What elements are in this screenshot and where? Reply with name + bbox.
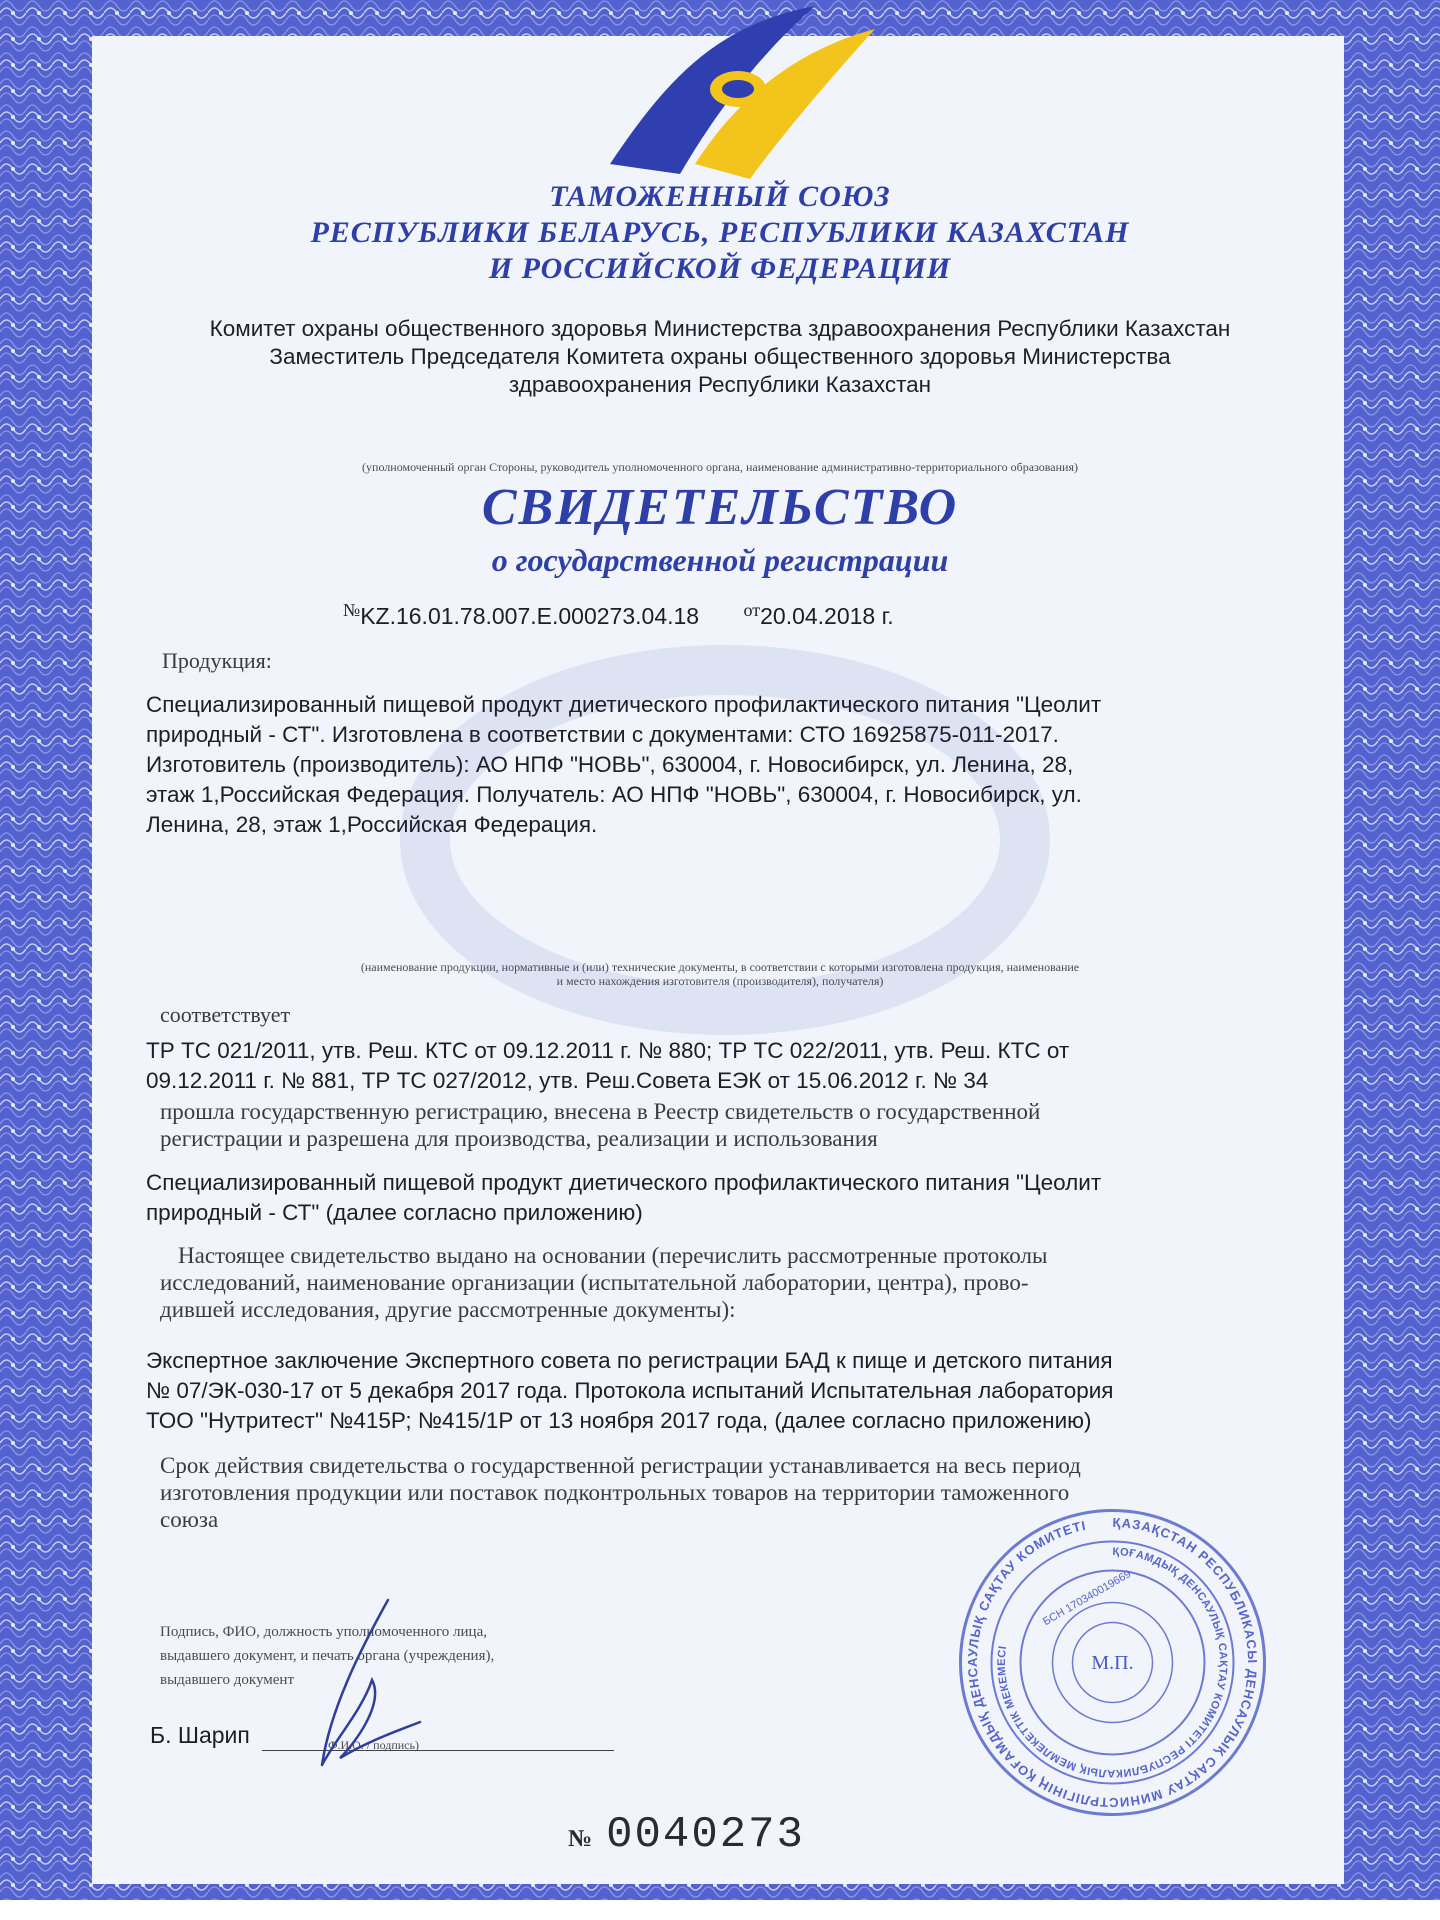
product-caption-line: и место нахождения изготовителя (производителя), получателя): [556, 974, 884, 988]
date-label: от: [743, 600, 761, 620]
product-line: природный - СТ". Изготовлена в соответствии с документами: СТО 16925875-011-2017.: [146, 722, 1059, 747]
validity-line: Срок действия свидетельства о государственной регистрации устанавливается на весь период: [160, 1453, 1081, 1478]
statement-line: прошла государственную регистрацию, внесена в Реестр свидетельств о государственной: [160, 1099, 1041, 1124]
official-seal: [955, 1505, 1270, 1820]
conformity-standards: [146, 1036, 1306, 1096]
basis-documents: [146, 1346, 1316, 1436]
handwritten-signature: [300, 1590, 440, 1790]
registration-line: [343, 600, 894, 630]
basis-intro-line: дившей исследования, другие рассмотренные документы):: [160, 1297, 736, 1322]
authority-line-2: Заместитель Председателя Комитета охраны общественного здоровья Министерства: [269, 344, 1171, 369]
basis-line: ТОО "Нутритест" №415Р; №415/1Р от 13 ноября 2017 года, (далее согласно приложению): [146, 1408, 1092, 1433]
signature-caption-line: Подпись, ФИО, должность уполномоченного лица,: [160, 1624, 487, 1640]
product-line: Изготовитель (производитель): АО НПФ "НОВЬ", 630004, г. Новосибирск, ул. Ленина, 28,: [146, 752, 1074, 777]
union-title-line-2: РЕСПУБЛИКИ БЕЛАРУСЬ, РЕСПУБЛИКИ КАЗАХСТАН: [310, 216, 1130, 249]
basis-line: № 07/ЭК-030-17 от 5 декабря 2017 года. Протокола испытаний Испытательная лаборатория: [146, 1378, 1114, 1403]
basis-line: Экспертное заключение Экспертного совета по регистрации БАД к пище и детского питания: [146, 1348, 1113, 1373]
number-sign: №: [343, 600, 361, 620]
authority-line-3: здравоохранения Республики Казахстан: [508, 372, 932, 397]
serial-no-value: 0040273: [606, 1810, 805, 1860]
standard-line: 09.12.2011 г. № 881, ТР ТС 027/2012, утв. Реш.Совета ЕЭК от 15.06.2012 г. № 34: [146, 1068, 989, 1093]
serial-number: [568, 1810, 805, 1860]
seal-mp-label: М.П.: [1091, 1652, 1134, 1674]
signature-caption-line: выдавшего документ: [160, 1672, 295, 1688]
customs-union-logo: [600, 4, 880, 184]
authority-caption: (уполномоченный орган Стороны, руководитель уполномоченного органа, наименование административно-территориального образования): [362, 460, 1078, 474]
product-line: Ленина, 28, этаж 1,Российская Федерация.: [146, 812, 598, 837]
basis-intro-line: Настоящее свидетельство выдано на основании (перечислить рассмотренные протоколы: [178, 1243, 1048, 1268]
product-line: этаж 1,Российская Федерация. Получатель: АО НПФ "НОВЬ", 630004, г. Новосибирск, ул.: [146, 782, 1082, 807]
registration-number: KZ.16.01.78.007.E.000273.04.18: [360, 603, 700, 629]
validity-line: союза: [160, 1507, 219, 1532]
basis-intro: [160, 1242, 1320, 1323]
product-description: [146, 690, 1306, 840]
seal-ring-inner-text: ҚОҒАМДЫҚ ДЕНСАУЛЫҚ САҚТАУ КОМИТЕТІ РЕСПУБЛИКАЛЫҚ МЕМЛЕКЕТТІК МЕКЕМЕСІ: [995, 1545, 1229, 1780]
standard-line: ТР ТС 021/2011, утв. Реш. КТС от 09.12.2011 г. № 880; ТР ТС 022/2011, утв. Реш. КТС от: [146, 1038, 1070, 1063]
validity-line: изготовления продукции или поставок подконтрольных товаров на территории таможенного: [160, 1480, 1070, 1505]
union-title-line-1: ТАМОЖЕННЫЙ СОЮЗ: [549, 180, 891, 213]
conformity-label: соответствует: [160, 1002, 291, 1027]
basis-intro-line: исследований, наименование организации (испытательной лаборатории, центра), прово-: [160, 1270, 1029, 1295]
signer-name: Б. Шарип: [150, 1722, 250, 1748]
product-repeat-line: природный - СТ" (далее согласно приложению): [146, 1200, 643, 1225]
seal-ring-outer-text: ҚАЗАҚСТАН РЕСПУБЛИКАСЫ ДЕНСАУЛЫҚ САҚТАУ МИНИСТРЛІГІНІҢ ҚОҒАМДЫҚ ДЕНСАУЛЫҚ САҚТАУ КОМИТЕТІ: [964, 1514, 1261, 1811]
serial-no-sign: №: [568, 1826, 593, 1852]
seal-bin-number: БСН 170340019669: [1041, 1568, 1134, 1629]
signature-caption-line: выдавшего документ, и печать органа (учреждения),: [160, 1648, 495, 1664]
product-repeat: [146, 1168, 1306, 1228]
fio-caption: (Ф.И.О. / подпись): [324, 1738, 419, 1752]
product-repeat-line: Специализированный пищевой продукт диетического профилактического питания "Цеолит: [146, 1170, 1102, 1195]
product-caption-line: (наименование продукции, нормативные и (или) технические документы, в соответствии с которыми изготовлена продукция, наименование: [360, 960, 1080, 974]
product-line: Специализированный пищевой продукт диетического профилактического питания "Цеолит: [146, 692, 1102, 717]
statement-line: регистрации и разрешена для производства, реализации и использования: [160, 1126, 878, 1151]
registration-date: 20.04.2018 г.: [760, 603, 894, 629]
document-subtitle: о государственной регистрации: [491, 542, 949, 578]
registration-statement: [160, 1098, 1320, 1152]
union-title-line-3: И РОССИЙСКОЙ ФЕДЕРАЦИИ: [488, 252, 952, 285]
product-label: Продукция:: [162, 648, 272, 673]
product-caption: [0, 960, 1440, 988]
document-title: СВИДЕТЕЛЬСТВО: [481, 479, 959, 536]
authority-line-1: Комитет охраны общественного здоровья Министерства здравоохранения Республики Казахстан: [209, 316, 1231, 341]
